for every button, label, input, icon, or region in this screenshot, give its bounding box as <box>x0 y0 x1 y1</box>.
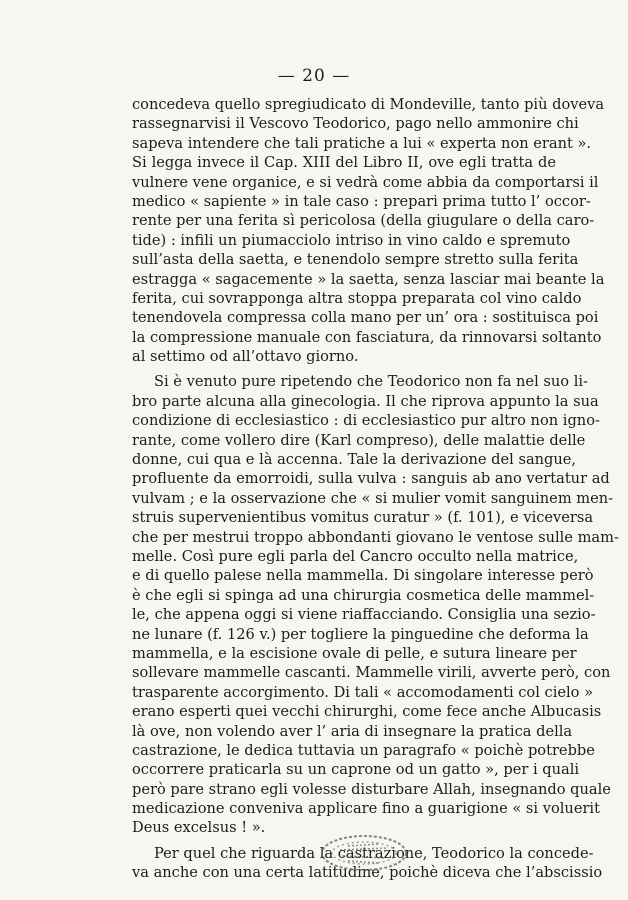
text-line: sull’asta della saetta, e tenendolo sempre stretto sulla ferita <box>132 251 579 269</box>
text-line: mammella, e la escisione ovale di pelle, e sutura lineare per <box>132 644 577 662</box>
paragraph <box>132 95 605 366</box>
text-line: tide) : infili un piumacciolo intriso in vino caldo e spremuto <box>132 231 571 249</box>
text-line: sapeva intendere che tali pratiche a lui « experta non erant ». <box>132 134 592 152</box>
text-line: rente per una ferita sì pericolosa (della giugulare o della caro- <box>132 212 595 230</box>
text-line: donne, cui qua e là accenna. Tale la derivazione del sangue, <box>132 451 577 469</box>
text-line: concedeva quello spregiudicato di Mondeville, tanto più doveva <box>132 96 605 113</box>
text-line: al settimo od all’ottavo giorno. <box>132 348 359 366</box>
text-line: condizione di ecclesiastico : di ecclesiastico pur altro non igno- <box>132 412 600 430</box>
text-line: melle. Così pure egli parla del Cancro occulto nella matrice, <box>132 547 579 565</box>
text-line: Si legga invece il Cap. XIII del Libro II, ove egli tratta de <box>132 154 556 172</box>
text-line: le, che appena oggi si viene riaffacciando. Consiglia una sezio- <box>132 606 596 624</box>
text-line: vulnere vene organice, e si vedrà come abbia da comportarsi il <box>132 173 599 191</box>
body-text <box>132 95 619 883</box>
text-line: però pare strano egli volesse disturbare Allah, insegnando quale <box>132 780 611 798</box>
text-line: medicazione conveniva applicare fino a guarigione « si voluerit <box>132 800 600 818</box>
text-line: rante, come vollero dire (Karl compreso), delle malattie delle <box>132 431 586 449</box>
text-line: bro parte alcuna alla ginecologia. Il che riprova appunto la sua <box>132 392 599 410</box>
text-line: Deus excelsus ! ». <box>132 819 266 837</box>
text-line: è che egli si spinga ad una chirurgia cosmetica delle mammel- <box>132 586 595 604</box>
text-line: va anche con una certa latitudine, poichè diceva che l’abscissio <box>132 864 603 882</box>
text-line: medico « sapiente » in tale caso : prepari prima tutto l’ occor- <box>132 192 591 210</box>
text-line: Per quel che riguarda la castrazione, Teodorico la concede- <box>154 844 594 862</box>
text-line: struis supervenientibus vomitus curatur » (f. 101), e viceversa <box>132 509 594 527</box>
text-line: castrazione, le dedica tuttavia un paragrafo « poichè potrebbe <box>132 741 595 759</box>
text-line: profluente da emorroidi, sulla vulva : sanguis ab ano vertatur ad <box>132 470 610 488</box>
text-line: che per mestrui troppo abbondanti giovano le ventose sulle mam- <box>132 528 619 546</box>
text-line: occorrere praticarla su un caprone od un gatto », per i quali <box>132 761 580 779</box>
text-line: rassegnarvisi il Vescovo Teodorico, pago nello ammonire chi <box>132 115 579 133</box>
text-line: Si è venuto pure ripetendo che Teodorico non fa nel suo li- <box>154 373 588 391</box>
text-line: la compressione manuale con fasciatura, da rinnovarsi soltanto <box>132 328 602 346</box>
library-stamp-icon <box>318 832 410 874</box>
text-line: ne lunare (f. 126 v.) per togliere la pinguedine che deforma la <box>132 625 589 643</box>
text-line: e di quello palese nella mammella. Di singolare interesse però <box>132 567 594 585</box>
text-line: estragga « sagacemente » la saetta, senza lasciar mai beante la <box>132 270 605 288</box>
text-line: vulvam ; e la osservazione che « si mulier vomit sanguinem men- <box>132 489 614 507</box>
text-line: ferita, cui sovrapponga altra stoppa preparata col vino caldo <box>132 289 582 307</box>
text-line: trasparente accorgimento. Di tali « accomodamenti col cielo » <box>132 683 594 701</box>
text-line: sollevare mammelle cascanti. Mammelle virili, avverte però, con <box>132 664 611 682</box>
text-line: tenendovela compressa colla mano per un’ ora : sostituisca poi <box>132 309 599 327</box>
text-line: là ove, non volendo aver l’ aria di insegnare la pratica della <box>132 722 573 740</box>
text-line: erano esperti quei vecchi chirurghi, come fece anche Albucasis <box>132 703 602 721</box>
paragraph <box>132 372 619 837</box>
page-number: — 20 — <box>277 66 351 86</box>
